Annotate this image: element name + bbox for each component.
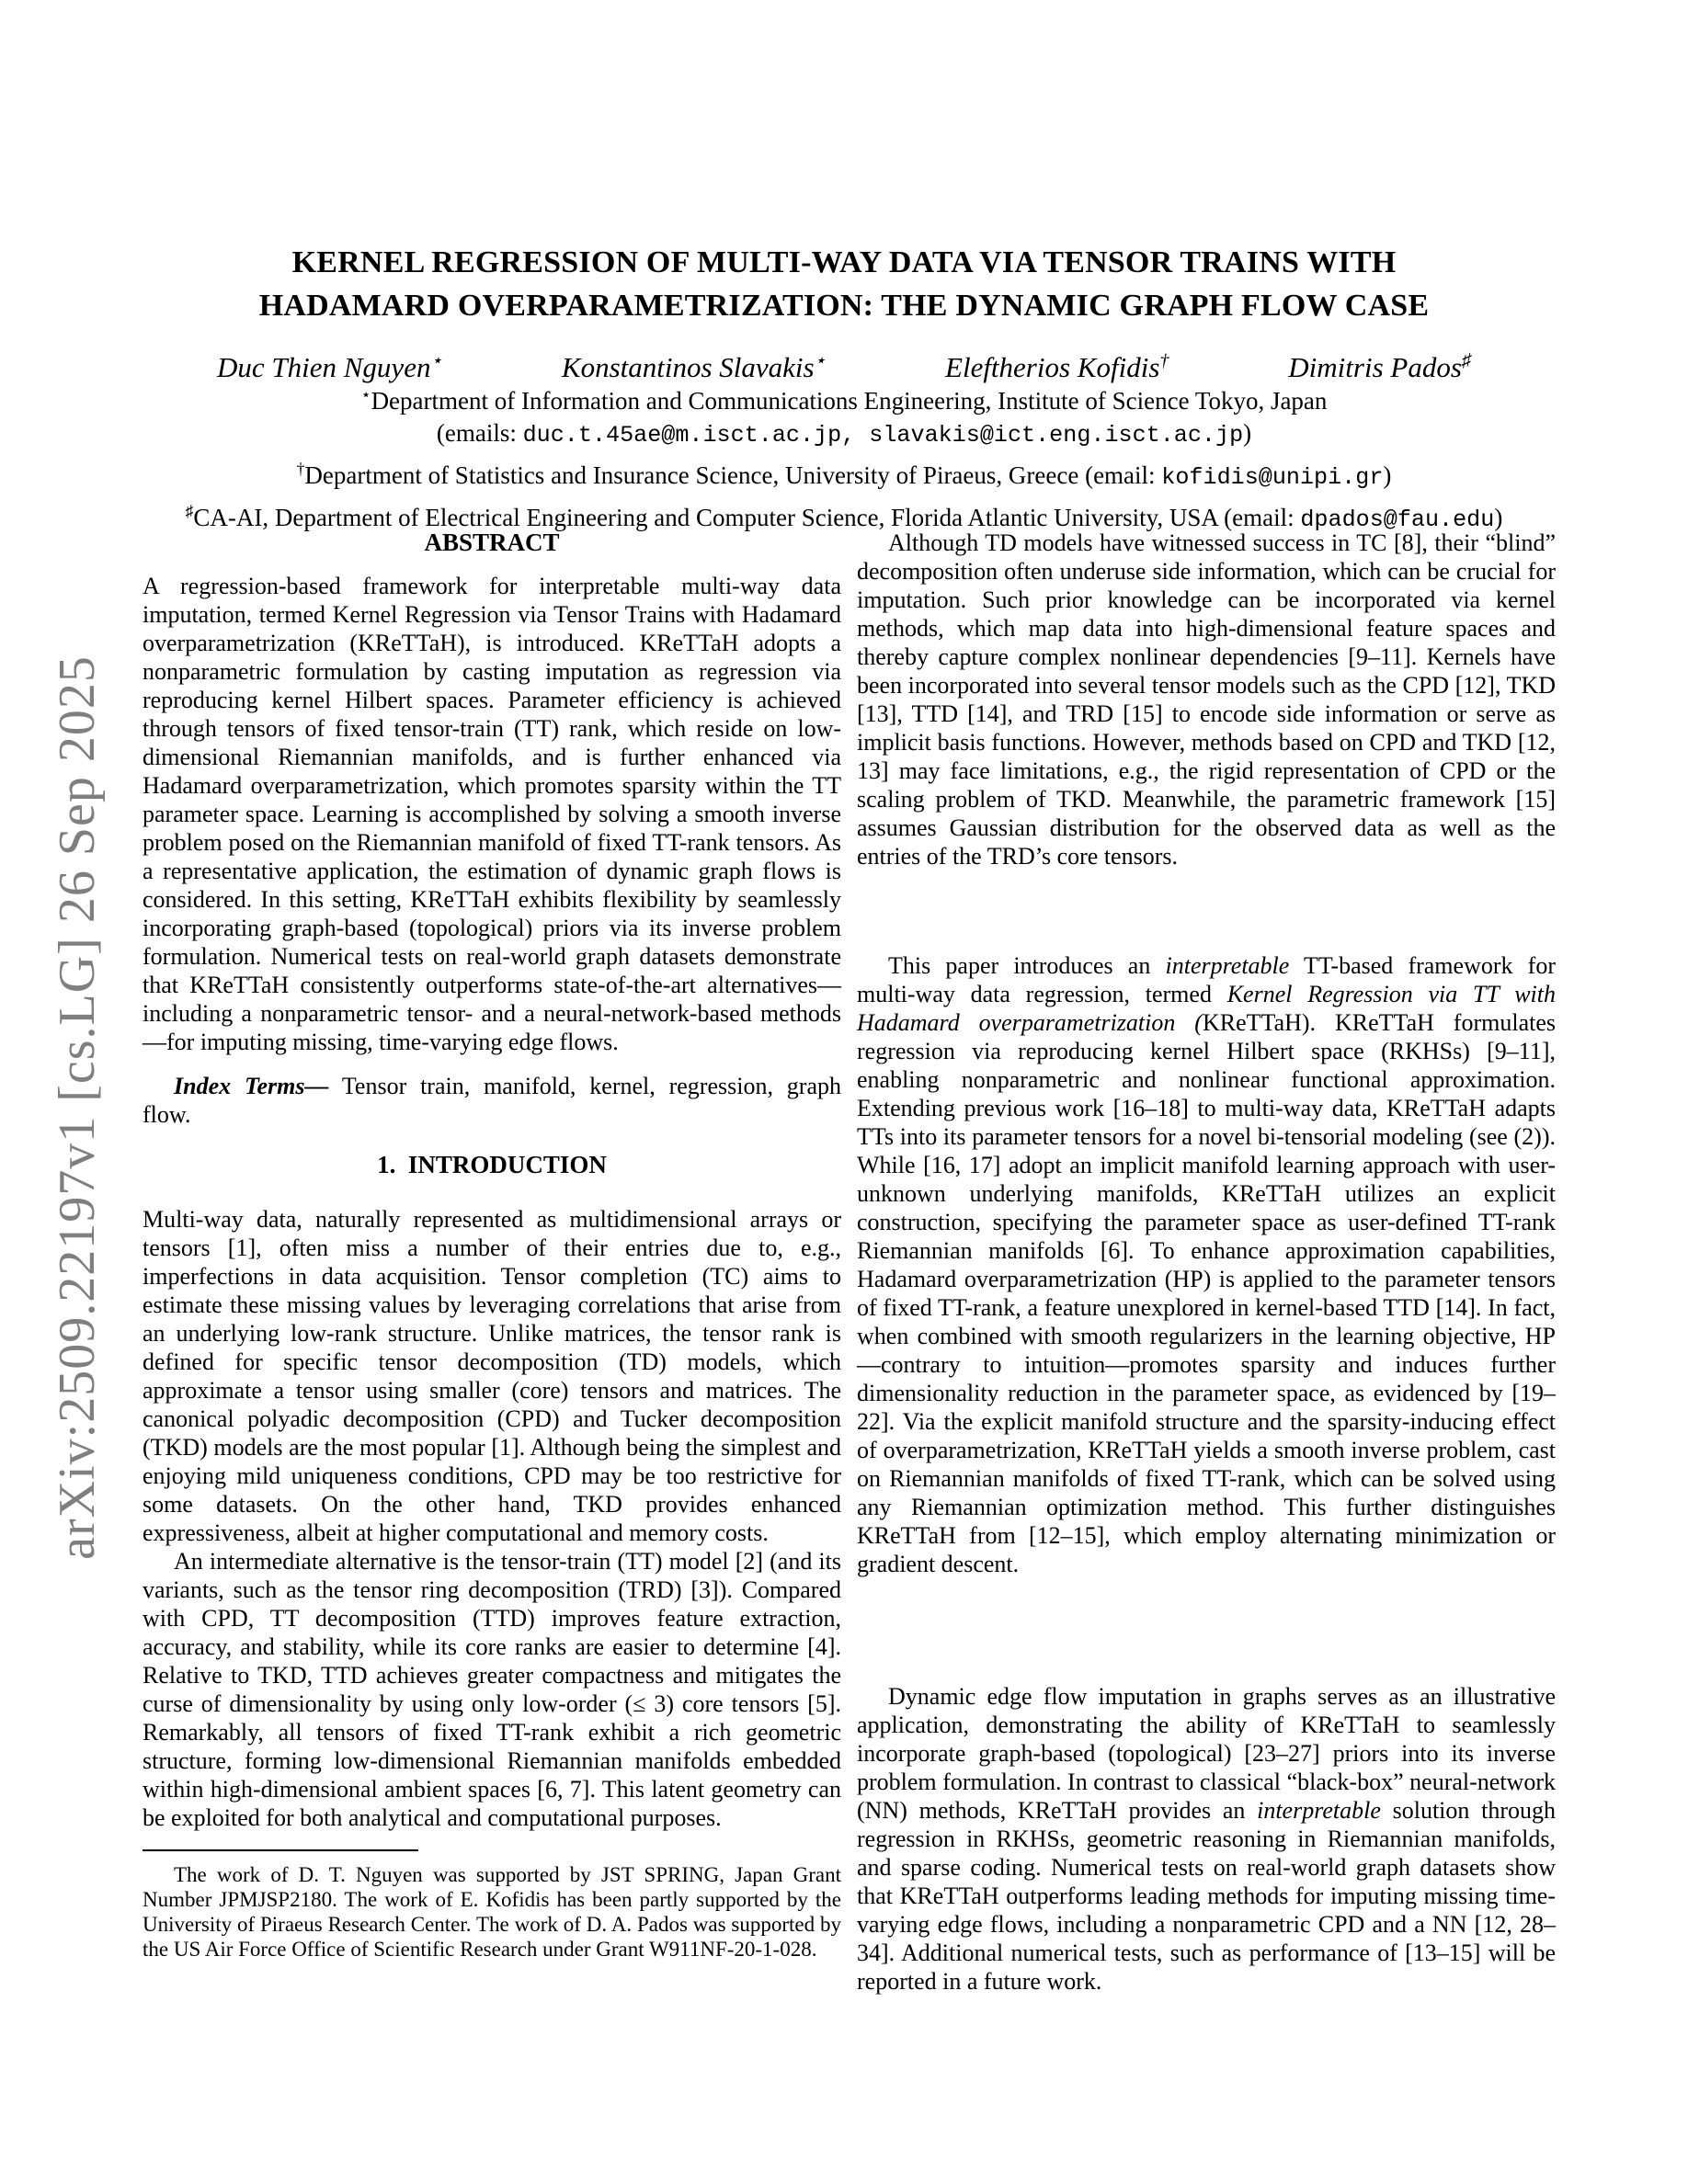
affiliation-line-2: (emails: duc.t.45ae@m.isct.ac.jp, slavakis@ict.eng.isct.ac.jp) bbox=[436, 419, 1252, 449]
paper-title-line1: KERNEL REGRESSION OF MULTI-WAY DATA VIA TENSOR TRAINS WITH bbox=[291, 245, 1397, 279]
abstract-heading: ABSTRACT bbox=[424, 529, 560, 556]
author-4: Dimitris Pados♯ bbox=[1288, 350, 1471, 383]
right-col-paragraph-2: This paper introduces an interpretable TT-based framework for multi-way data regression, termed Kernel Regression via TT with Hadamard overparametrization (KReTTaH). KReTTaH formulates regression via reproducing kernel Hilbert space (RKHSs) [9–11], enabling nonparametric and nonlinear functional approximation. Extending previous work [16–18] to multi-way data, KReTTaH adapts TTs into its parameter tensors for a novel bi-tensorial modeling (see (2)). While [16, 17] adopt an implicit manifold learning approach with user-unknown underlying manifolds, KReTTaH utilizes an explicit construction, specifying the parameter space as user-defined TT-rank Riemannian manifolds [6]. To enhance approximation capabilities, Hadamard overparametrization (HP) is applied to the parameter tensors of fixed TT-rank, a feature unexplored in kernel-based TTD [14]. In fact, when combined with smooth regularizers in the learning objective, HP—contrary to intuition—promotes sparsity and induces further dimensionality reduction in the parameter space, as evidenced by [19–22]. Via the explicit manifold structure and the sparsity-inducing effect of overparametrization, KReTTaH yields a smooth inverse problem, cast on Riemannian manifolds of fixed TT-rank, which can be solved using any Riemannian optimization method. This further distinguishes KReTTaH from [12–15], which employ alternating minimization or gradient descent. bbox=[857, 952, 1556, 1577]
footnote-block bbox=[143, 1849, 841, 1962]
author-3: Eleftherios Kofidis† bbox=[945, 350, 1169, 383]
left-column bbox=[143, 529, 841, 1832]
affiliation-line-1: ⋆Department of Information and Communications Engineering, Institute of Science Tokyo, Japan bbox=[360, 385, 1328, 415]
paper-header bbox=[136, 241, 1552, 535]
intro-paragraph-2: An intermediate alternative is the tensor-train (TT) model [2] (and its variants, such as the tensor ring decomposition (TRD) [3]). Compared with CPD, TT decomposition (TTD) improves feature extraction, accuracy, and stability, while its core ranks are easier to determine [4]. Relative to TKD, TTD achieves greater compactness and mitigates the curse of dimensionality by using only low-order (≤ 3) core tensors [5]. Remarkably, all tensors of fixed TT-rank exhibit a rich geometric structure, forming low-dimensional Riemannian manifolds embedded within high-dimensional ambient spaces [6, 7]. This latent geometry can be exploited for both analytical and computational purposes. bbox=[143, 1548, 841, 1831]
index-terms: Index Terms— Tensor train, manifold, kernel, regression, graph flow. bbox=[143, 1073, 841, 1128]
footnote-text: The work of D. T. Nguyen was supported by JST SPRING, Japan Grant Number JPMJSP2180. The work of E. Kofidis has been partly supported by the University of Piraeus Research Center. The work of D. A. Pados was supported by the US Air Force Office of Scientific Research under Grant W911NF-20-1-028. bbox=[143, 1863, 841, 1961]
author-2: Konstantinos Slavakis⋆ bbox=[561, 350, 827, 383]
affiliation-line-3: †Department of Statistics and Insurance Science, University of Piraeus, Greece (email: kofidis@unipi.gr) bbox=[296, 460, 1392, 491]
author-1: Duc Thien Nguyen⋆ bbox=[217, 350, 443, 383]
authors-row bbox=[136, 351, 1552, 384]
affiliation-line-4: ♯CA-AI, Department of Electrical Engineering and Computer Science, Florida Atlantic University, USA (email: dpados@fau.edu) bbox=[185, 502, 1503, 533]
introduction-heading: 1. INTRODUCTION bbox=[377, 1151, 607, 1178]
right-col-paragraph-1: Although TD models have witnessed success in TC [8], their “blind” decomposition often underuse side information, which can be crucial for imputation. Such prior knowledge can be incorporated via kernel methods, which map data into high-dimensional feature spaces and thereby capture complex nonlinear dependencies [9–11]. Kernels have been incorporated into several tensor models such as the CPD [12], TKD [13], TTD [14], and TRD [15] to encode side information or serve as implicit basis functions. However, methods based on CPD and TKD [12, 13] may face limitations, e.g., the rigid representation of CPD or the scaling problem of TKD. Meanwhile, the parametric framework [15] assumes Gaussian distribution for the observed data as well as the entries of the TRD’s core tensors. bbox=[857, 529, 1556, 870]
abstract-text: A regression-based framework for interpretable multi-way data imputation, termed Kernel Regression via Tensor Trains with Hadamard overparametrization (KReTTaH), is introduced. KReTTaH adopts a nonparametric formulation by casting imputation as regression via reproducing kernel Hilbert spaces. Parameter efficiency is achieved through tensors of fixed tensor-train (TT) rank, which reside on low-dimensional Riemannian manifolds, and is further enhanced via Hadamard overparametrization, which promotes sparsity within the TT parameter space. Learning is accomplished by solving a smooth inverse problem posed on the Riemannian manifold of fixed TT-rank tensors. As a representative application, the estimation of dynamic graph flows is considered. In this setting, KReTTaH exhibits flexibility by seamlessly incorporating graph-based (topological) priors via its inverse problem formulation. Numerical tests on real-world graph datasets demonstrate that KReTTaH consistently outperforms state-of-the-art alternatives—including a nonparametric tensor- and a neural-network-based methods—for imputing missing, time-varying edge flows. bbox=[143, 573, 841, 1055]
right-col-paragraph-3: Dynamic edge flow imputation in graphs serves as an illustrative application, demonstrating the ability of KReTTaH to seamlessly incorporate graph-based (topological) [23–27] priors into its inverse problem formulation. In contrast to classical “black-box” neural-network (NN) methods, KReTTaH provides an interpretable solution through regression in RKHSs, geometric reasoning in Riemannian manifolds, and sparse coding. Numerical tests on real-world graph datasets show that KReTTaH outperforms leading methods for imputing missing time-varying edge flows, including a nonparametric CPD and a NN [12, 28–34]. Additional numerical tests, such as performance of [13–15] will be reported in a future work. bbox=[857, 1683, 1557, 1995]
intro-paragraph-1: Multi-way data, naturally represented as multidimensional arrays or tensors [1], often miss a number of their entries due to, e.g., imperfections in data acquisition. Tensor completion (TC) aims to estimate these missing values by leveraging correlations that arise from an underlying low-rank structure. Unlike matrices, the tensor rank is defined for specific tensor decomposition (TD) models, which approximate a tensor using smaller (core) tensors and matrices. The canonical polyadic decomposition (CPD) and Tucker decomposition (TKD) models are the most popular [1]. Although being the simplest and enjoying mild uniqueness conditions, CPD may be too restrictive for some datasets. On the other hand, TKD provides enhanced expressiveness, albeit at higher computational and memory costs. bbox=[143, 1206, 841, 1546]
paper-title-line2: HADAMARD OVERPARAMETRIZATION: THE DYNAMIC GRAPH FLOW CASE bbox=[258, 289, 1430, 323]
arxiv-watermark: arXiv:2509.22197v1 [cs.LG] 26 Sep 2025 bbox=[49, 655, 106, 1560]
footnote-rule bbox=[143, 1849, 418, 1851]
